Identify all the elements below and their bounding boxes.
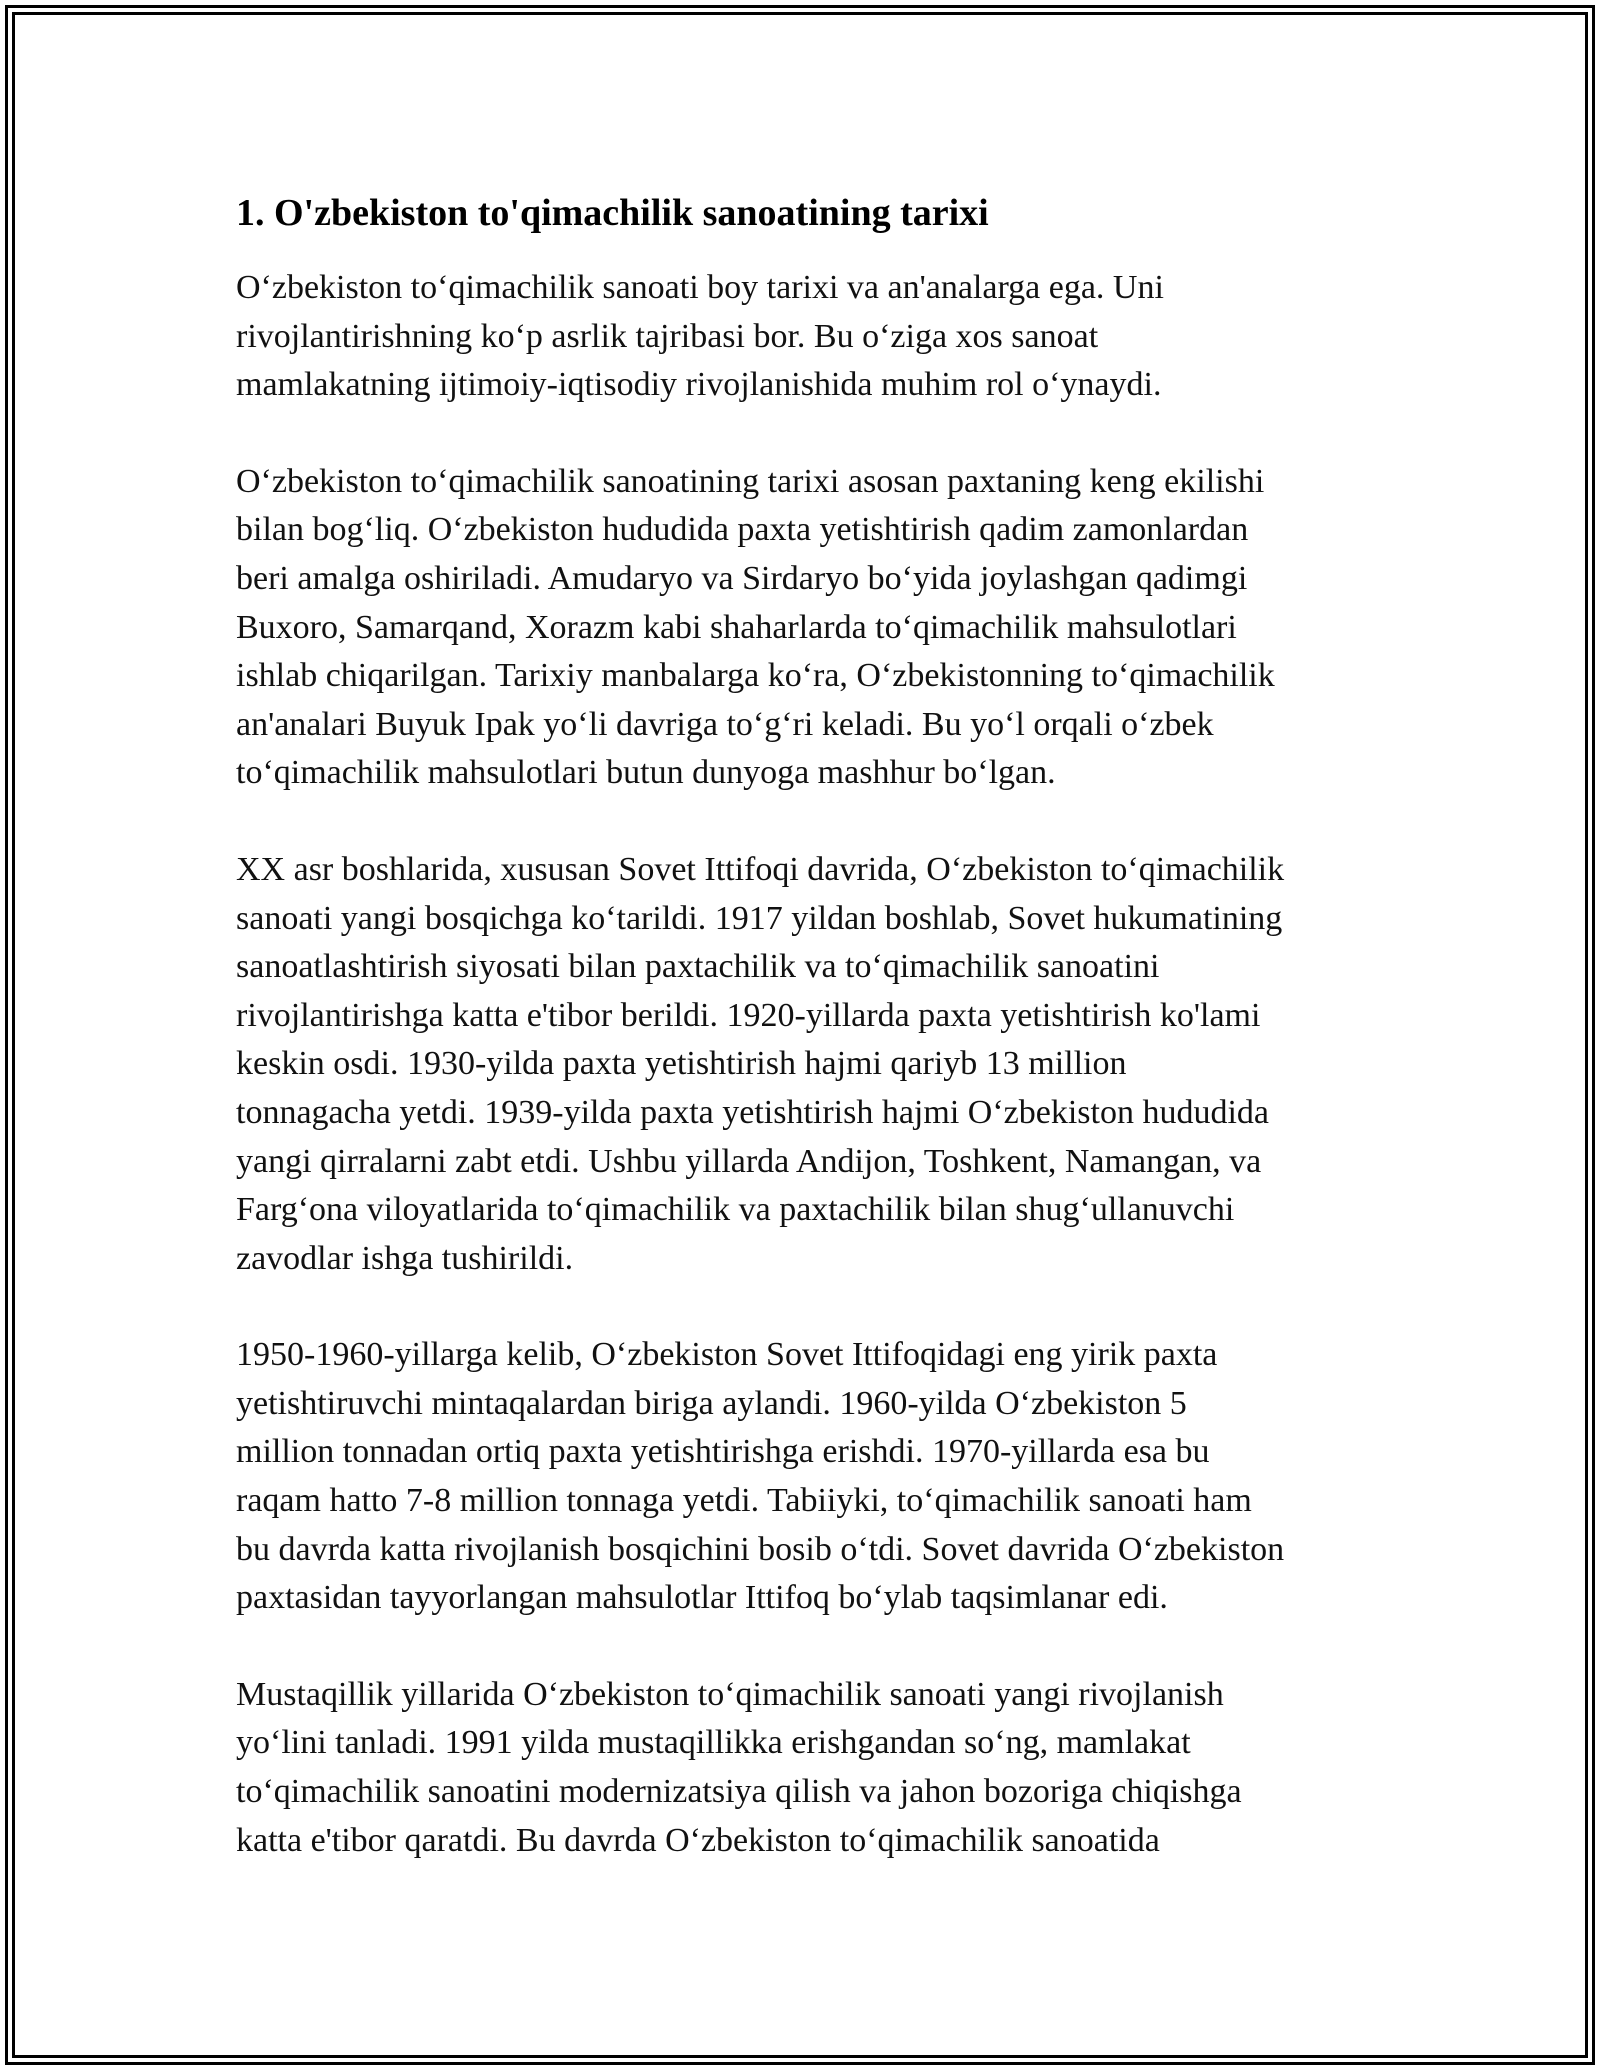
text-line: mamlakatning ijtimoiy-iqtisodiy rivojlanishida muhim rol o‘ynaydi. [236, 366, 1162, 404]
text-line: 1950-1960-yillarga kelib, O‘zbekiston Sovet Ittifoqidagi eng yirik paxta [236, 1336, 1218, 1374]
text-line: bu davrda katta rivojlanish bosqichini bosib o‘tdi. Sovet davrida O‘zbekiston [236, 1530, 1285, 1568]
text-line: ishlab chiqarilgan. Tarixiy manbalarga ko‘ra, O‘zbekistonning to‘qimachilik [236, 657, 1275, 695]
text-line: rivojlantirishga katta e'tibor berildi. 1920-yillarda paxta yetishtirish ko'lami [236, 996, 1261, 1034]
text-line: XX asr boshlarida, xususan Sovet Ittifoqi davrida, O‘zbekiston to‘qimachilik [236, 850, 1285, 888]
text-line: katta e'tibor qaratdi. Bu davrda O‘zbekiston to‘qimachilik sanoatida [236, 1821, 1160, 1859]
section-heading: 1. O'zbekiston to'qimachilik sanoatining tarixi [236, 192, 989, 234]
text-line: Farg‘ona viloyatlarida to‘qimachilik va paxtachilik bilan shug‘ullanuvchi [236, 1191, 1235, 1229]
text-line: rivojlantirishning ko‘p asrlik tajribasi bor. Bu o‘ziga xos sanoat [236, 317, 1099, 355]
text-line: O‘zbekiston to‘qimachilik sanoati boy tarixi va an'analarga ega. Uni [236, 269, 1164, 306]
text-line: to‘qimachilik mahsulotlari butun dunyoga mashhur bo‘lgan. [236, 754, 1056, 792]
text-line: Buxoro, Samarqand, Xorazm kabi shaharlarda to‘qimachilik mahsulotlari [236, 608, 1237, 646]
text-line: an'analari Buyuk Ipak yo‘li davriga to‘g‘ri keladi. Bu yo‘l orqali o‘zbek [236, 705, 1214, 743]
text-line: keskin osdi. 1930-yilda paxta yetishtirish hajmi qariyb 13 million [236, 1045, 1127, 1083]
text-line: sanoati yangi bosqichga ko‘tarildi. 1917 yildan boshlab, Sovet hukumatining [236, 899, 1283, 937]
text-line: yetishtiruvchi mintaqalardan biriga aylandi. 1960-yilda O‘zbekiston 5 [236, 1384, 1187, 1422]
text-line: yangi qirralarni zabt etdi. Ushbu yillarda Andijon, Toshkent, Namangan, va [236, 1142, 1262, 1180]
text-line: yo‘lini tanladi. 1991 yilda mustaqillikka erishgandan so‘ng, mamlakat [236, 1724, 1191, 1762]
paragraph-independence [236, 1671, 1386, 1865]
text-line: paxtasidan tayyorlangan mahsulotlar Ittifoq bo‘ylab taqsimlanar edi. [236, 1579, 1168, 1617]
document-body [236, 188, 1386, 1913]
text-line: beri amalga oshiriladi. Amudaryo va Sirdaryo bo‘yida joylashgan qadimgi [236, 559, 1248, 597]
paragraph-soviet-era [236, 846, 1386, 1283]
text-line: sanoatlashtirish siyosati bilan paxtachilik va to‘qimachilik sanoatini [236, 948, 1160, 986]
text-line: million tonnadan ortiq paxta yetishtirishga erishdi. 1970-yillarda esa bu [236, 1433, 1210, 1471]
text-line: tonnagacha yetdi. 1939-yilda paxta yetishtirish hajmi O‘zbekiston hududida [236, 1093, 1269, 1131]
text-line: bilan bog‘liq. O‘zbekiston hududida paxta yetishtirish qadim zamonlardan [236, 511, 1249, 549]
text-line: raqam hatto 7-8 million tonnaga yetdi. Tabiiyki, to‘qimachilik sanoati ham [236, 1482, 1252, 1520]
paragraph-intro [236, 264, 1386, 410]
text-line: zavodlar ishga tushirildi. [236, 1239, 574, 1277]
paragraph-ancient-history [236, 458, 1386, 798]
paragraph-1950-1970 [236, 1331, 1386, 1623]
text-line: to‘qimachilik sanoatini modernizatsiya qilish va jahon bozoriga chiqishga [236, 1773, 1242, 1811]
text-line: O‘zbekiston to‘qimachilik sanoatining tarixi asosan paxtaning keng ekilishi [236, 462, 1265, 500]
text-line: Mustaqillik yillarida O‘zbekiston to‘qimachilik sanoati yangi rivojlanish [236, 1675, 1224, 1713]
